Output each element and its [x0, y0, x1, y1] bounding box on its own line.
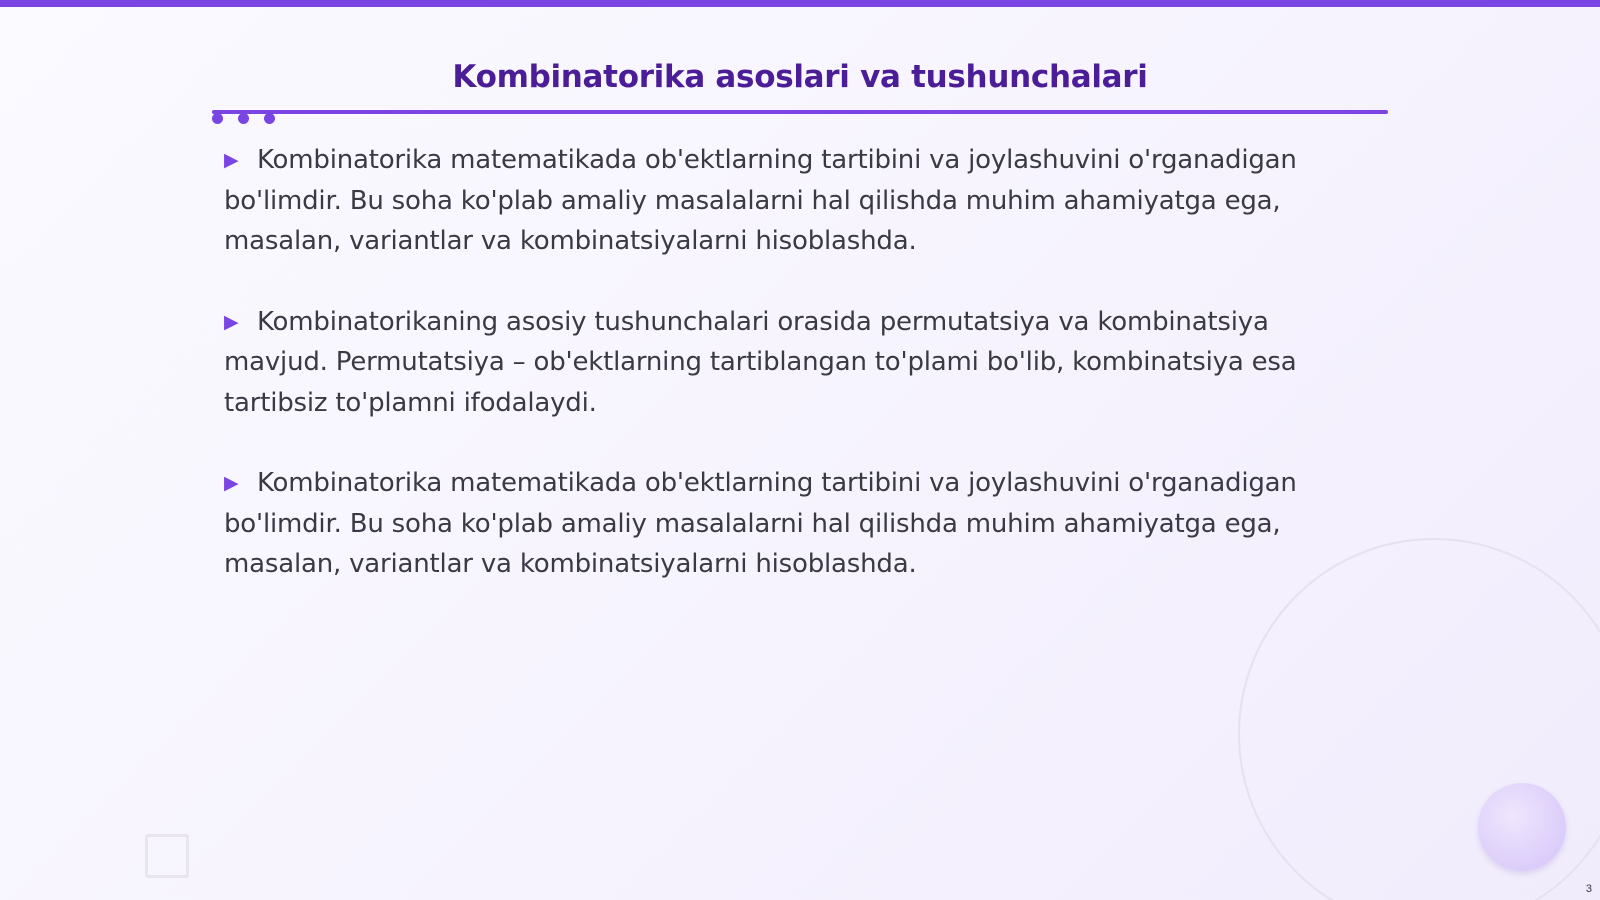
dot-decoration — [264, 113, 275, 124]
bullet-item — [224, 463, 1364, 585]
dot-decoration — [212, 113, 223, 124]
page-number: 3 — [1585, 883, 1592, 895]
decorative-square — [145, 834, 189, 878]
dots-icon — [212, 113, 275, 125]
dot-decoration — [238, 113, 249, 124]
bullet-text: Kombinatorika matematikada ob'ektlarning tartibini va joylashuvini o'rganadigan bo'limdir. Bu soha ko'plab amaliy masalalarni hal qilishda muhim ahamiyatga ega, masalan, variantlar va kombinatsiyalarni hisoblashda. — [224, 468, 1297, 579]
bullet-text: Kombinatorika matematikada ob'ektlarning tartibini va joylashuvini o'rganadigan bo'limdir. Bu soha ko'plab amaliy masalalarni hal qilishda muhim ahamiyatga ega, masalan, variantlar va kombinatsiyalarni hisoblashda. — [224, 145, 1297, 256]
triangle-right-icon: ▶ — [224, 149, 239, 171]
decorative-disc — [1478, 783, 1566, 871]
bullet-item — [224, 140, 1364, 262]
bullet-list — [224, 140, 1364, 625]
triangle-right-icon: ▶ — [224, 472, 239, 494]
triangle-right-icon: ▶ — [224, 310, 239, 333]
top-accent-bar — [0, 0, 1600, 7]
slide-title: Kombinatorika asoslari va tushunchalari — [452, 59, 1148, 95]
bullet-text: Kombinatorikaning asosiy tushunchalari orasida permutatsiya va kombinatsiya mavjud. Permutatsiya – ob'ektlarning tartiblangan to'plami bo'lib, kombinatsiya esa tartibsiz to'plamni ifodalaydi. — [224, 306, 1297, 418]
bullet-item — [224, 302, 1364, 424]
title-underline — [212, 110, 1388, 114]
